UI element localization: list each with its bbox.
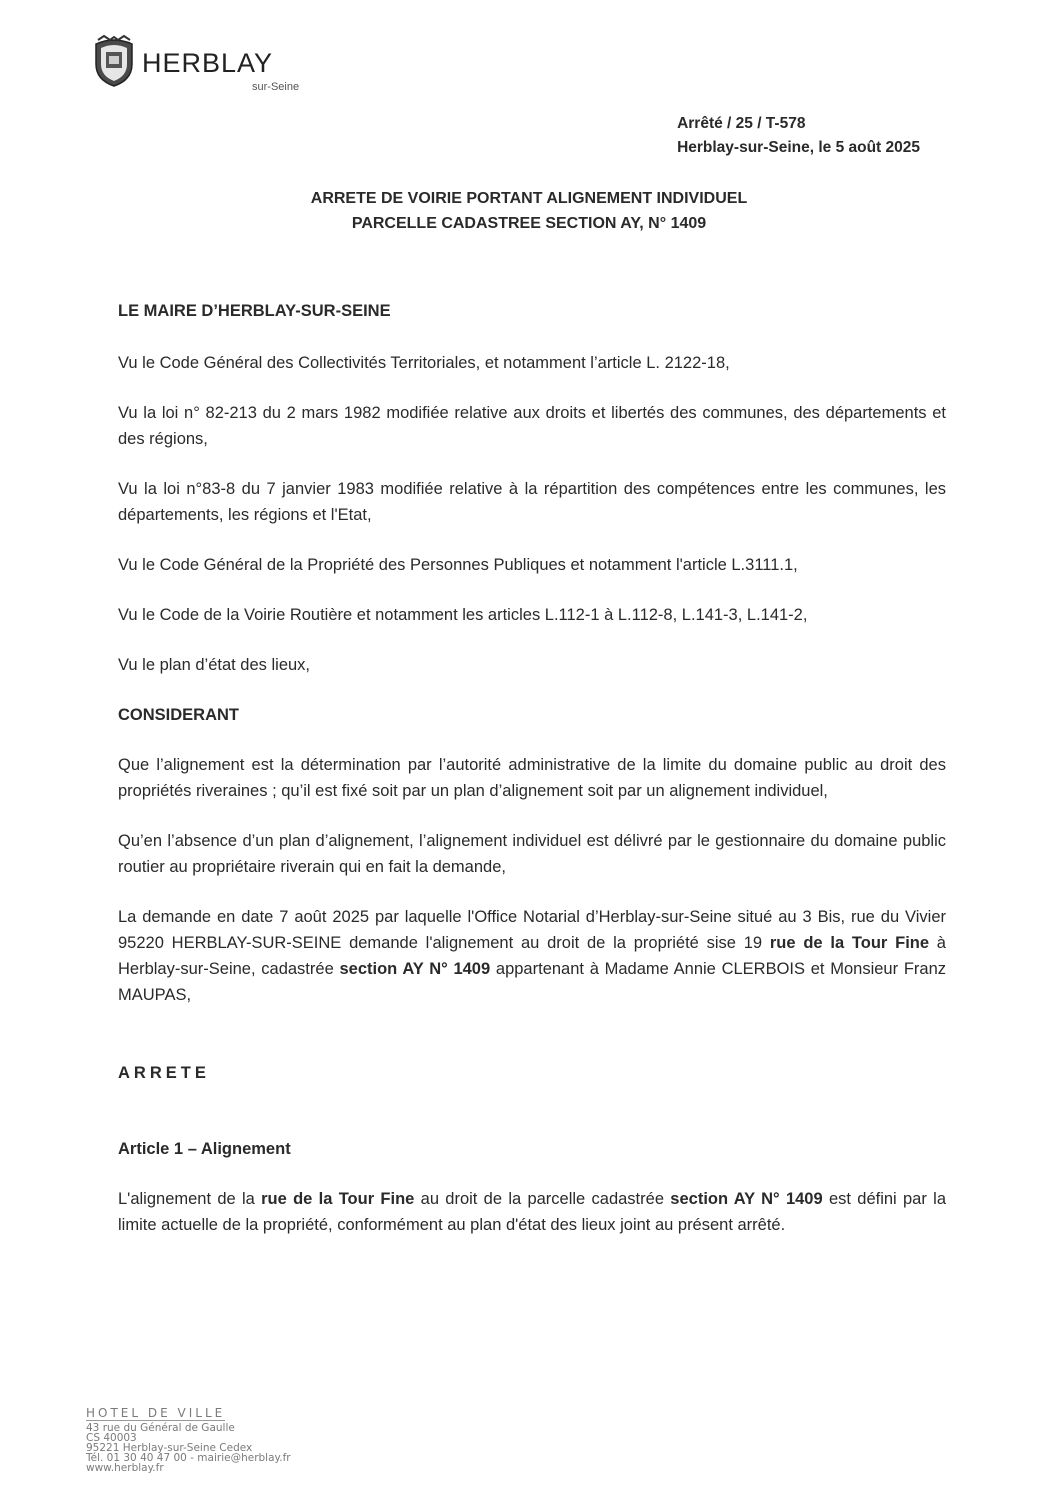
article-text: au droit de la parcelle cadastrée (414, 1190, 671, 1208)
considerant-paragraph: Que l’alignement est la détermination par l’autorité administrative de la limite du domaine public au droit des propriétés riveraines ; qu’il est fixé soit par un plan d’alignement soit par un alignement individuel, (118, 756, 946, 800)
coat-of-arms-icon (92, 34, 136, 88)
article-text: L'alignement de la (118, 1190, 262, 1208)
vu-paragraph: Vu le plan d’état des lieux, (118, 656, 311, 674)
footer-line: CS 40003 (86, 1432, 137, 1444)
footer-title: HOTEL DE VILLE (86, 1406, 226, 1420)
vu-paragraph: Vu le Code Général de la Propriété des Personnes Publiques et notamment l'article L.3111.1, (118, 556, 798, 574)
document-body (118, 298, 946, 1238)
article-text: est défini par la limite actuelle de la propriété, conformément au plan d'état des lieux joint au présent arrêté. (118, 1190, 946, 1234)
document-title (0, 186, 1058, 236)
mayor-heading: LE MAIRE D’HERBLAY-SUR-SEINE (118, 302, 391, 320)
place-date: Herblay-sur-Seine, le 5 août 2025 (677, 139, 920, 156)
vu-paragraph: Vu le Code de la Voirie Routière et notamment les articles L.112-1 à L.112-8, L.141-3, L.141-2, (118, 606, 808, 624)
vu-paragraph: Vu le Code Général des Collectivités Territoriales, et notamment l’article L. 2122-18, (118, 354, 730, 372)
logo-text: HERBLAY (142, 48, 274, 78)
herblay-logo (92, 34, 312, 96)
article-1-paragraph (118, 1186, 946, 1238)
logo-subtitle: sur-Seine (252, 81, 300, 93)
parcel-reference: section AY N° 1409 (339, 960, 491, 978)
title-line-2: PARCELLE CADASTREE SECTION AY, N° 1409 (351, 215, 707, 232)
article-1-title: Article 1 – Alignement (118, 1140, 291, 1158)
reference-block (677, 112, 920, 160)
vu-paragraph: Vu la loi n° 82-213 du 2 mars 1982 modifiée relative aux droits et libertés des communes, des départements et des régions, (118, 404, 946, 448)
footer-address (86, 1406, 291, 1473)
footer-line: 95221 Herblay-sur-Seine Cedex (86, 1442, 253, 1454)
vu-paragraph: Vu la loi n°83-8 du 7 janvier 1983 modifiée relative à la répartition des compétences entre les communes, les départements, les régions et l'Etat, (118, 480, 946, 524)
request-text: appartenant à Madame Annie CLERBOIS et Monsieur Franz MAUPAS, (118, 960, 946, 1004)
street-name: rue de la Tour Fine (261, 1190, 415, 1208)
title-line-1: ARRETE DE VOIRIE PORTANT ALIGNEMENT INDIVIDUEL (310, 190, 748, 207)
request-text: à Herblay-sur-Seine, cadastrée (118, 934, 946, 978)
considerant-heading: CONSIDERANT (118, 706, 240, 724)
considerant-paragraph: Qu’en l’absence d’un plan d’alignement, l’alignement individuel est délivré par le gestionnaire du domaine public routier au propriétaire riverain qui en fait la demande, (118, 832, 946, 876)
request-text: La demande en date 7 août 2025 par laquelle l'Office Notarial d’Herblay-sur-Seine situé au 3 Bis, rue du Vivier 95220 HERBLAY-SUR-SEINE demande l'alignement au droit de la propriété sise 19 (118, 908, 946, 952)
footer-line: www.herblay.fr (86, 1462, 164, 1474)
footer-line: Tél. 01 30 40 47 00 - mairie@herblay.fr (86, 1452, 291, 1464)
arrete-heading: ARRETE (118, 1064, 210, 1082)
footer-line: 43 rue du Général de Gaulle (86, 1422, 235, 1434)
decree-number: Arrêté / 25 / T-578 (677, 115, 806, 132)
street-name: rue de la Tour Fine (769, 934, 930, 952)
parcel-reference: section AY N° 1409 (670, 1190, 823, 1208)
request-paragraph (118, 904, 946, 1008)
